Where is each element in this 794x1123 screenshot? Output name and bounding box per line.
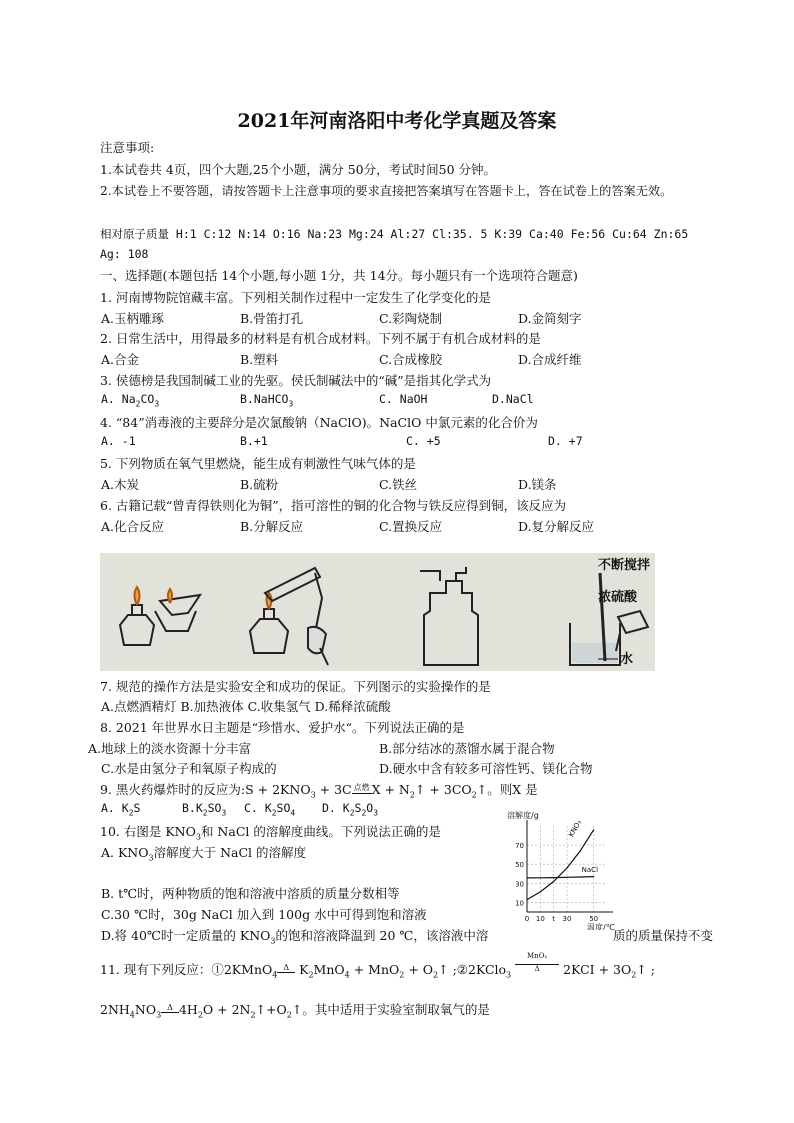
y-tick-label: 70 bbox=[515, 842, 524, 851]
q3-option-a: A. $Na_2CO_3$ bbox=[101, 392, 160, 409]
label-stir: 不断搅拌 bbox=[598, 558, 651, 573]
q8-option-d: D.硬水中含有较多可溶性钙、镁化合物 bbox=[379, 761, 593, 776]
data-point bbox=[566, 867, 567, 868]
q9-option-d: D. $K_2S_2O_3$ bbox=[322, 801, 379, 818]
q8-option-b: B.部分结冰的蒸馏水属于混合物 bbox=[379, 741, 555, 756]
q4-option-b: B.+1 bbox=[240, 434, 268, 448]
q11-line1: 11. 现有下列反应：①2KMnO$_4$Δ $K_2MnO_4 + MnO_2$ + $O_2↑$ ;②2KClo$_3$ MnO₂ Δ $2KCI + 3O_2↑$ ; bbox=[100, 952, 655, 980]
q4-option-c: C. +5 bbox=[406, 434, 441, 448]
data-point bbox=[580, 876, 581, 877]
y-tick-label: 10 bbox=[515, 899, 524, 908]
q10-option-d-tail: 质的质量保持不变 bbox=[613, 928, 714, 943]
y-tick-label: 50 bbox=[515, 861, 524, 870]
q5-option-a: A.木炭 bbox=[101, 477, 140, 492]
series-line-kno3 bbox=[527, 830, 594, 900]
label-water: 水 bbox=[620, 652, 634, 667]
alcohol-lamp-a-icon bbox=[120, 587, 200, 645]
data-point bbox=[593, 829, 594, 830]
data-point bbox=[566, 877, 567, 878]
q1-stem: 1. 河南博物院馆藏丰富。下列相关制作过程中一定发生了化学变化的是 bbox=[100, 290, 491, 305]
q2-stem: 2. 日常生活中，用得最多的材料是有机合成材料。下列不属于有机合成材料的是 bbox=[100, 331, 541, 346]
atomic-mass-line2: Ag: 108 bbox=[100, 247, 149, 261]
gas-bottle-icon bbox=[420, 567, 478, 665]
q9-option-a: A. $K_2S$ bbox=[101, 801, 141, 818]
section-heading: 一、选择题(本题包括 14个小题,每小题 1分，共 14分。每小题只有一个选项符合题意) bbox=[100, 268, 578, 283]
note-1: 1.本试卷共 4页，四个大题,25个小题，满分 50分，考试时间50 分钟。 bbox=[100, 162, 496, 177]
q8-stem: 8. 2021 年世界水日主题是“珍惜水、爱护水“。下列说法正确的是 bbox=[100, 720, 465, 735]
q1-option-d: D.金简刻字 bbox=[518, 311, 582, 326]
x-tick-label: 0 bbox=[524, 915, 530, 923]
q7-stem: 7. 规范的操作方法是实验安全和成功的保证。下列图示的实验操作的是 bbox=[100, 679, 491, 694]
y-axis-label: 溶解度/g bbox=[507, 811, 539, 820]
q9-option-c: C. $K_2SO_4$ bbox=[244, 801, 296, 818]
q6-stem: 6. 古籍记载“曾青得铁则化为铜”，指可溶性的铜的化合物与铁反应得到铜，该反应为 bbox=[100, 498, 567, 513]
q3-stem: 3. 侯德榜是我国制碱工业的先驱。侯氏制碱法中的“碱”是指其化学式为 bbox=[100, 373, 492, 388]
note-2: 2.本试卷上不要答题，请按答题卡上注意事项的要求直接把答案填写在答题卡上，答在试卷上的答案无效。 bbox=[100, 184, 673, 198]
q1-option-a: A.玉柄雕琢 bbox=[101, 311, 165, 326]
data-point bbox=[553, 881, 554, 882]
q3-option-d: D.NaCl bbox=[492, 392, 534, 406]
q2-option-c: C.合成橡胶 bbox=[379, 352, 443, 367]
q7-options: A.点燃酒精灯 B.加热液体 C.收集氢气 D.稀释浓硫酸 bbox=[101, 699, 391, 714]
data-point bbox=[580, 850, 581, 851]
notes-heading: 注意事项: bbox=[100, 140, 155, 155]
q5-option-d: D.镁条 bbox=[518, 477, 557, 492]
q2-option-b: B.塑料 bbox=[240, 352, 279, 367]
label-acid: 浓硫酸 bbox=[598, 590, 638, 605]
data-point bbox=[526, 899, 527, 900]
q8-option-c: C.水是由氢分子和氧原子构成的 bbox=[101, 761, 277, 776]
series-label: KNO₃ bbox=[567, 818, 584, 839]
q5-stem: 5. 下列物质在氧气里燃烧，能生成有刺激性气味气体的是 bbox=[100, 456, 416, 471]
q2-option-a: A.合金 bbox=[101, 352, 140, 367]
q10-stem: 10. 右图是 $KNO_3$和 NaCl 的溶解度曲线。下列说法正确的是 bbox=[100, 824, 441, 842]
q9-stem: 9. 黑火药爆炸时的反应为:S + $2KNO_3 + 3C$ 点燃 $X + N_2↑$ + $3CO_2↑$。则X 是 bbox=[100, 782, 538, 800]
q1-option-c: C.彩陶烧制 bbox=[379, 311, 443, 326]
q4-stem: 4. “84”消毒液的主要辞分是次氯酸钠（NaClO)。NaClO 中氯元素的化合价为 bbox=[100, 415, 538, 430]
q11-line2: $2NH_4NO_3\Delta$ $4H_2O$ + $2N_2↑+O_2↑$。其中适用于实验室制取氧气的是 bbox=[100, 1002, 490, 1020]
q6-option-d: D.复分解反应 bbox=[518, 519, 595, 534]
series-line-nacl bbox=[527, 877, 594, 878]
q3-option-c: C. NaOH bbox=[379, 392, 428, 406]
y-tick-label: 30 bbox=[515, 880, 524, 889]
atomic-mass-line1: 相对原子质量 H:1 C:12 N:14 O:16 Na:23 Mg:24 Al:27 Cl:35. 5 K:39 Ca:40 Fe:56 Cu:64 Zn:65 bbox=[100, 227, 689, 241]
q5-option-c: C.铁丝 bbox=[379, 477, 418, 492]
q6-option-a: A.化合反应 bbox=[101, 519, 165, 534]
q8-option-a: A.地球上的淡水资源十分丰富 bbox=[88, 741, 252, 756]
x-tick-label: t bbox=[552, 915, 556, 923]
lab-operations-figure bbox=[100, 553, 655, 671]
q10-option-b: B. t℃时，两种物质的饱和溶液中溶质的质量分数相等 bbox=[101, 886, 400, 901]
q1-option-b: B.骨笛打孔 bbox=[240, 311, 304, 326]
q10-option-d: D.将 40℃时一定质量的 $KNO_3$的饱和溶液降温到 20 ℃，该溶液中溶 bbox=[101, 928, 489, 946]
x-tick-label: 10 bbox=[535, 915, 545, 923]
q10-option-a: A. $KNO_3$溶解度大于 NaCl 的溶解度 bbox=[101, 845, 306, 863]
solubility-chart bbox=[505, 810, 625, 930]
q4-option-d: D. +7 bbox=[548, 434, 583, 448]
x-axis-label: 温度/℃ bbox=[587, 923, 615, 930]
q9-option-b: $B.K_2SO_3$ bbox=[182, 801, 227, 818]
x-tick-label: 50 bbox=[589, 915, 599, 923]
data-point bbox=[553, 877, 554, 878]
heating-liquid-icon bbox=[250, 568, 328, 665]
dilution-beaker-icon bbox=[570, 573, 648, 665]
q2-option-d: D.合成纤维 bbox=[518, 352, 582, 367]
data-point bbox=[526, 877, 527, 878]
q6-option-b: B.分解反应 bbox=[240, 519, 304, 534]
q10-option-c: C.30 ℃时，30g NaCl 加入到 100g 水中可得到饱和溶液 bbox=[101, 907, 427, 922]
q4-option-a: A. -1 bbox=[101, 434, 136, 448]
q5-option-b: B.硫粉 bbox=[240, 477, 279, 492]
data-point bbox=[540, 877, 541, 878]
x-tick-label: 30 bbox=[562, 915, 572, 923]
data-point bbox=[540, 891, 541, 892]
q6-option-c: C.置换反应 bbox=[379, 519, 443, 534]
data-point bbox=[593, 876, 594, 877]
page-title: 2021年河南洛阳中考化学真题及答案 bbox=[237, 110, 557, 132]
series-label: NaCl bbox=[581, 865, 599, 874]
q3-option-b: B.NaHCO$_3$ bbox=[240, 392, 294, 409]
